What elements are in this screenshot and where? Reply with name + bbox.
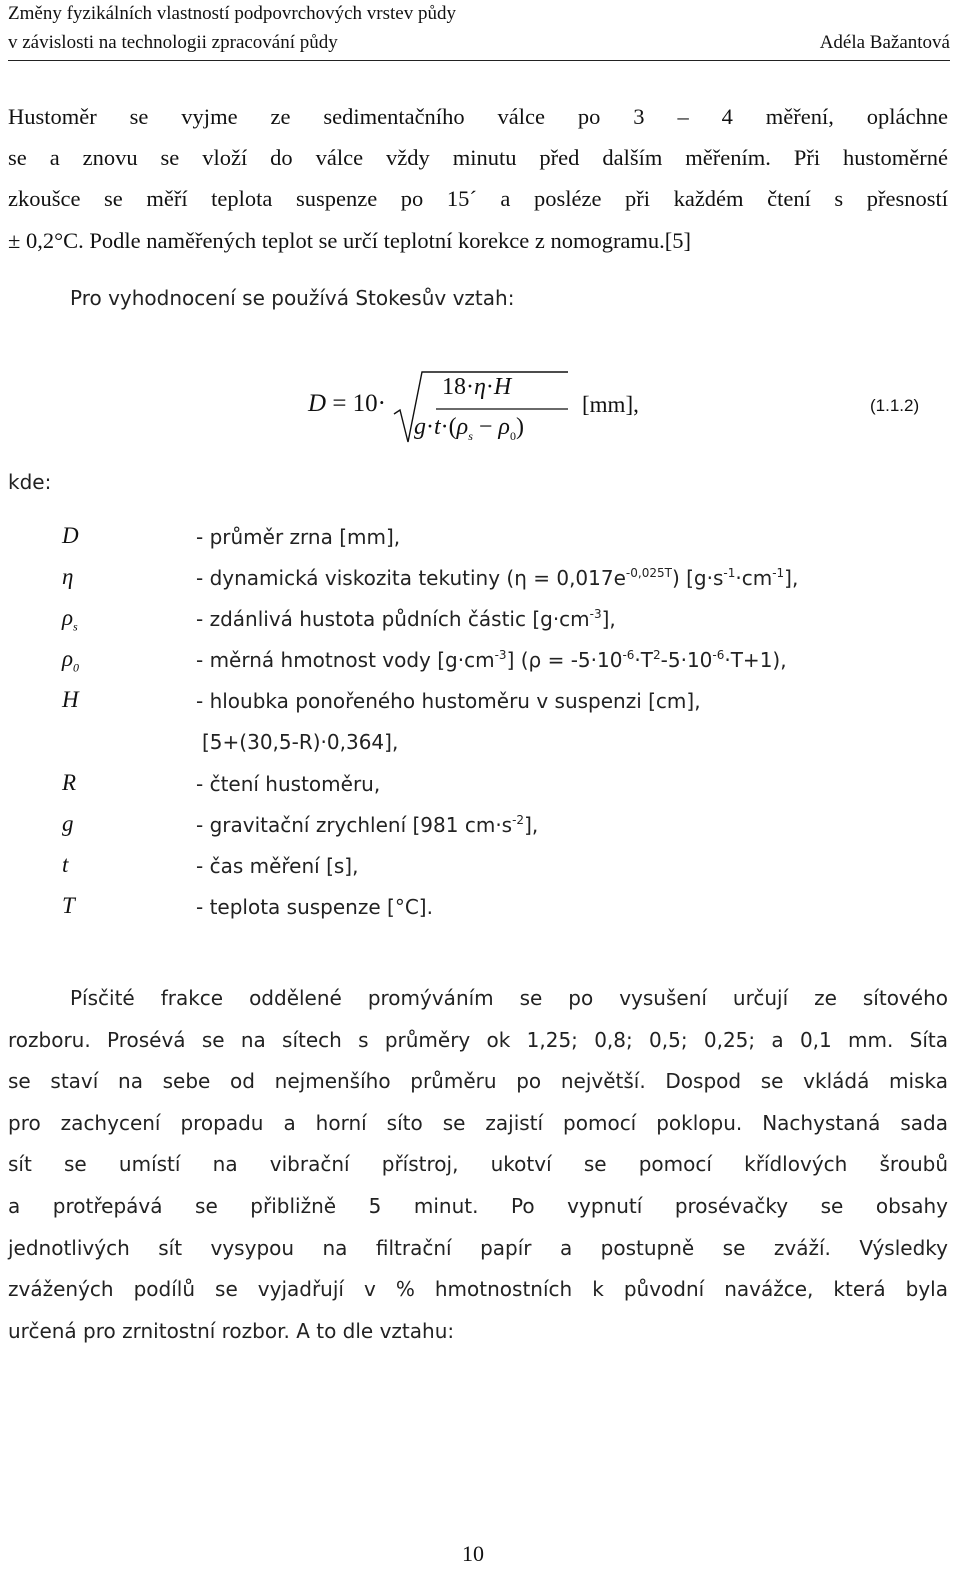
paragraph-line: zkoušce se měří teplota suspenze po 15´ a posléze při každém čtení s přesností <box>8 186 948 211</box>
formula-denominator: $g\cdot t\cdot(\rho_s - \rho_0)$ <box>414 414 524 443</box>
paragraph-line: sít se umístí na vibrační přístroj, ukotví se pomocí křídlových šroubů <box>8 1152 948 1176</box>
paragraph-line: rozboru. Prosévá se na sítech s průměry ok 1,25; 0,8; 0,5; 0,25; a 0,1 mm. Síta <box>8 1028 948 1052</box>
variable-desc: - čas měření [s], <box>196 854 359 878</box>
variable-desc: [5+(30,5-R)·0,364], <box>202 730 399 754</box>
variable-symbol: D <box>62 523 79 548</box>
header-title-line2: v závislosti na technologii zpracování půdy <box>8 32 338 53</box>
equation-number: (1.1.2) <box>870 396 920 415</box>
paragraph-line: pro zachycení propadu a horní síto se zajistí pomocí poklopu. Nachystaná sada <box>8 1111 948 1135</box>
variable-desc: - čtení hustoměru, <box>196 772 381 796</box>
formula-numerator: 18·η·H <box>442 374 512 400</box>
paragraph-line: Písčité frakce oddělené promýváním se po vysušení určují ze sítového <box>70 986 948 1010</box>
variable-desc: - zdánlivá hustota půdních částic $[g\cdot cm^{-3}]$, <box>196 607 616 631</box>
variable-desc: - průměr zrna [mm], <box>196 525 401 549</box>
header-title-line1: Změny fyzikálních vlastností podpovrchových vrstev půdy <box>8 3 456 24</box>
header-author: Adéla Bažantová <box>819 32 950 53</box>
variable-symbol: R <box>62 770 77 795</box>
variable-symbol: $\rho_s$ <box>62 605 78 634</box>
variable-symbol: g <box>62 811 74 836</box>
variable-desc: - teplota suspenze [°C]. <box>196 895 433 919</box>
variable-symbol: T <box>62 893 75 918</box>
variable-symbol: η <box>62 564 74 589</box>
kde-label: kde: <box>8 470 52 494</box>
variable-symbol: H <box>62 687 79 712</box>
paragraph-line: ± 0,2°C. Podle naměřených teplot se určí teplotní korekce z nomogramu.[5] <box>8 228 692 253</box>
formula-lhs: D = 10· <box>308 390 386 417</box>
variable-symbol: t <box>62 852 69 877</box>
variable-symbol: $\rho_0$ <box>62 646 80 675</box>
variable-desc: - gravitační zrychlení [981 $cm\cdot s^{-2}$], <box>196 813 539 837</box>
paragraph-line: a protřepává se přibližně 5 minut. Po vypnutí prosévačky se obsahy <box>8 1194 948 1218</box>
stokes-formula <box>282 360 960 460</box>
stokes-intro: Pro vyhodnocení se používá Stokesův vztah: <box>70 286 515 310</box>
paragraph-line: zvážených podílů se vyjadřují v % hmotnostních k původní navážce, která byla <box>8 1277 948 1301</box>
paragraph-line: určená pro zrnitostní rozbor. A to dle vztahu: <box>8 1319 455 1343</box>
paragraph-line: jednotlivých sít vysypou na filtrační papír a postupně se zváží. Výsledky <box>8 1236 948 1260</box>
paragraph-line: se a znovu se vloží do válce vždy minutu před dalším měřením. Při hustoměrné <box>8 145 948 170</box>
page-number: 10 <box>462 1541 484 1566</box>
paragraph-line: se staví na sebe od nejmenšího průměru po největší. Dospod se vkládá miska <box>8 1069 948 1093</box>
variable-desc: - dynamická viskozita tekutiny $(\eta = 0,017e^{-0,025T})$ $[g\cdot s^{-1}\cdot cm^{-1}]$, <box>196 566 799 590</box>
formula-unit: [mm], <box>582 392 639 417</box>
variable-desc: - měrná hmotnost vody $[g\cdot cm^{-3}] (\rho = -5\cdot 10^{-6}\cdot T^2-5\cdot 10^{-6}\cdot T+1)$, <box>196 648 787 672</box>
page-header <box>8 0 950 61</box>
paragraph-line: Hustoměr se vyjme ze sedimentačního válce po 3 – 4 měření, opláchne <box>8 104 948 129</box>
variable-desc: - hloubka ponořeného hustoměru v suspenzi [cm], <box>196 689 701 713</box>
